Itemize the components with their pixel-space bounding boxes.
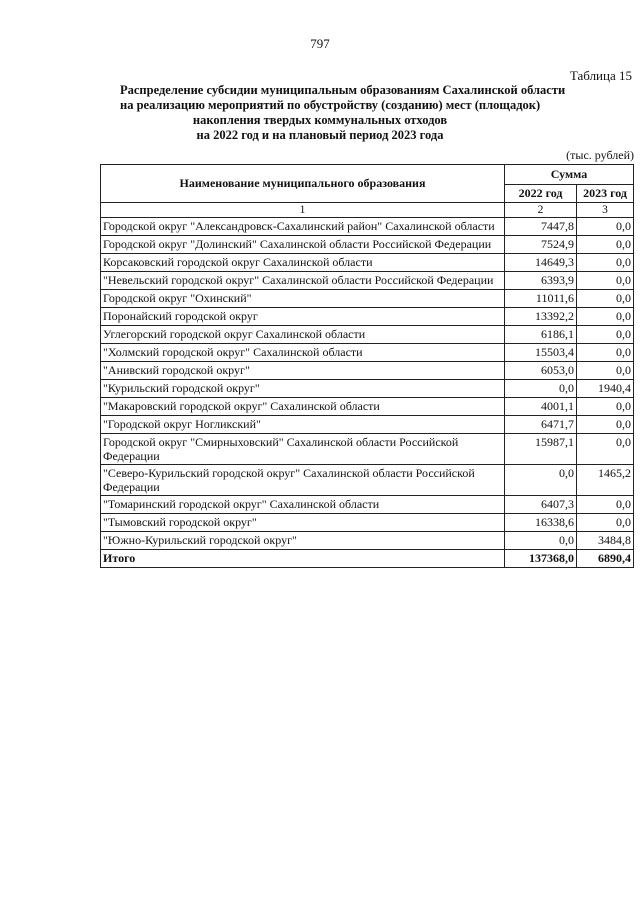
municipality-name: "Невельский городской округ" Сахалинской области Российской Федерации bbox=[101, 272, 505, 290]
amount-2023: 0,0 bbox=[577, 272, 634, 290]
amount-2022: 15987,1 bbox=[505, 434, 577, 465]
amount-2023: 1465,2 bbox=[577, 465, 634, 496]
amount-2022: 16338,6 bbox=[505, 514, 577, 532]
municipality-name: Городской округ "Смирныховский" Сахалинской области Российской Федерации bbox=[101, 434, 505, 465]
table-body bbox=[101, 218, 634, 568]
table-row bbox=[101, 514, 634, 532]
municipality-name: Корсаковский городской округ Сахалинской области bbox=[101, 254, 505, 272]
title-line: накопления твердых коммунальных отходов bbox=[192, 113, 448, 127]
subsidy-table bbox=[100, 164, 634, 568]
municipality-name: "Городской округ Ногликский" bbox=[101, 416, 505, 434]
amount-2023: 0,0 bbox=[577, 416, 634, 434]
amount-2023: 0,0 bbox=[577, 218, 634, 236]
amount-2022: 14649,3 bbox=[505, 254, 577, 272]
table-row bbox=[101, 398, 634, 416]
total-2022: 137368,0 bbox=[505, 550, 577, 568]
municipality-name: "Макаровский городской округ" Сахалинской области bbox=[101, 398, 505, 416]
table-row bbox=[101, 496, 634, 514]
amount-2023: 0,0 bbox=[577, 308, 634, 326]
municipality-name: "Тымовский городской округ" bbox=[101, 514, 505, 532]
header-year-2023: 2023 год bbox=[577, 185, 634, 203]
municipality-name: Городской округ "Долинский" Сахалинской области Российской Федерации bbox=[101, 236, 505, 254]
table-row bbox=[101, 416, 634, 434]
table-row bbox=[101, 308, 634, 326]
table-row bbox=[101, 465, 634, 496]
municipality-name: "Северо-Курильский городской округ" Сахалинской области Российской Федерации bbox=[101, 465, 505, 496]
amount-2023: 3484,8 bbox=[577, 532, 634, 550]
table-row bbox=[101, 236, 634, 254]
amount-2023: 1940,4 bbox=[577, 380, 634, 398]
document-title bbox=[120, 83, 566, 143]
page-number: 797 bbox=[310, 36, 330, 51]
municipality-name: Городской округ "Охинский" bbox=[101, 290, 505, 308]
units-label: (тыс. рублей) bbox=[566, 148, 634, 162]
municipality-name: "Анивский городской округ" bbox=[101, 362, 505, 380]
amount-2023: 0,0 bbox=[577, 326, 634, 344]
table-row bbox=[101, 434, 634, 465]
municipality-name: Поронайский городской округ bbox=[101, 308, 505, 326]
table-row bbox=[101, 362, 634, 380]
table-label: Таблица 15 bbox=[569, 68, 632, 83]
amount-2022: 6471,7 bbox=[505, 416, 577, 434]
table-row bbox=[101, 254, 634, 272]
column-number: 3 bbox=[577, 203, 634, 218]
amount-2023: 0,0 bbox=[577, 344, 634, 362]
municipality-name: "Южно-Курильский городской округ" bbox=[101, 532, 505, 550]
amount-2022: 6393,9 bbox=[505, 272, 577, 290]
header-sum: Сумма bbox=[505, 165, 634, 185]
amount-2022: 4001,1 bbox=[505, 398, 577, 416]
amount-2023: 0,0 bbox=[577, 398, 634, 416]
amount-2023: 0,0 bbox=[577, 514, 634, 532]
total-2023: 6890,4 bbox=[577, 550, 634, 568]
amount-2022: 15503,4 bbox=[505, 344, 577, 362]
amount-2022: 0,0 bbox=[505, 532, 577, 550]
municipality-name: "Холмский городской округ" Сахалинской области bbox=[101, 344, 505, 362]
table-row bbox=[101, 218, 634, 236]
table-row bbox=[101, 344, 634, 362]
column-number: 2 bbox=[505, 203, 577, 218]
amount-2023: 0,0 bbox=[577, 236, 634, 254]
table-row bbox=[101, 272, 634, 290]
title-line: Распределение субсидии муниципальным образованиям Сахалинской области bbox=[120, 83, 566, 97]
column-number: 1 bbox=[101, 203, 505, 218]
amount-2022: 6053,0 bbox=[505, 362, 577, 380]
amount-2022: 6186,1 bbox=[505, 326, 577, 344]
table-row bbox=[101, 532, 634, 550]
table-row bbox=[101, 290, 634, 308]
title-line: на реализацию мероприятий по обустройству (созданию) мест (площадок) bbox=[120, 98, 541, 112]
municipality-name: Городской округ "Александровск-Сахалинский район" Сахалинской области bbox=[101, 218, 505, 236]
total-row bbox=[101, 550, 634, 568]
header-year-2022: 2022 год bbox=[505, 185, 577, 203]
amount-2022: 6407,3 bbox=[505, 496, 577, 514]
amount-2022: 11011,6 bbox=[505, 290, 577, 308]
municipality-name: Углегорский городской округ Сахалинской области bbox=[101, 326, 505, 344]
amount-2023: 0,0 bbox=[577, 496, 634, 514]
amount-2022: 13392,2 bbox=[505, 308, 577, 326]
table-row bbox=[101, 380, 634, 398]
amount-2022: 0,0 bbox=[505, 380, 577, 398]
total-label: Итого bbox=[101, 550, 505, 568]
municipality-name: "Томаринский городской округ" Сахалинской области bbox=[101, 496, 505, 514]
amount-2022: 7447,8 bbox=[505, 218, 577, 236]
amount-2023: 0,0 bbox=[577, 434, 634, 465]
amount-2023: 0,0 bbox=[577, 290, 634, 308]
municipality-name: "Курильский городской округ" bbox=[101, 380, 505, 398]
amount-2023: 0,0 bbox=[577, 362, 634, 380]
title-line: на 2022 год и на плановый период 2023 года bbox=[196, 128, 444, 142]
table-row bbox=[101, 326, 634, 344]
amount-2023: 0,0 bbox=[577, 254, 634, 272]
amount-2022: 0,0 bbox=[505, 465, 577, 496]
header-name: Наименование муниципального образования bbox=[101, 165, 505, 203]
amount-2022: 7524,9 bbox=[505, 236, 577, 254]
